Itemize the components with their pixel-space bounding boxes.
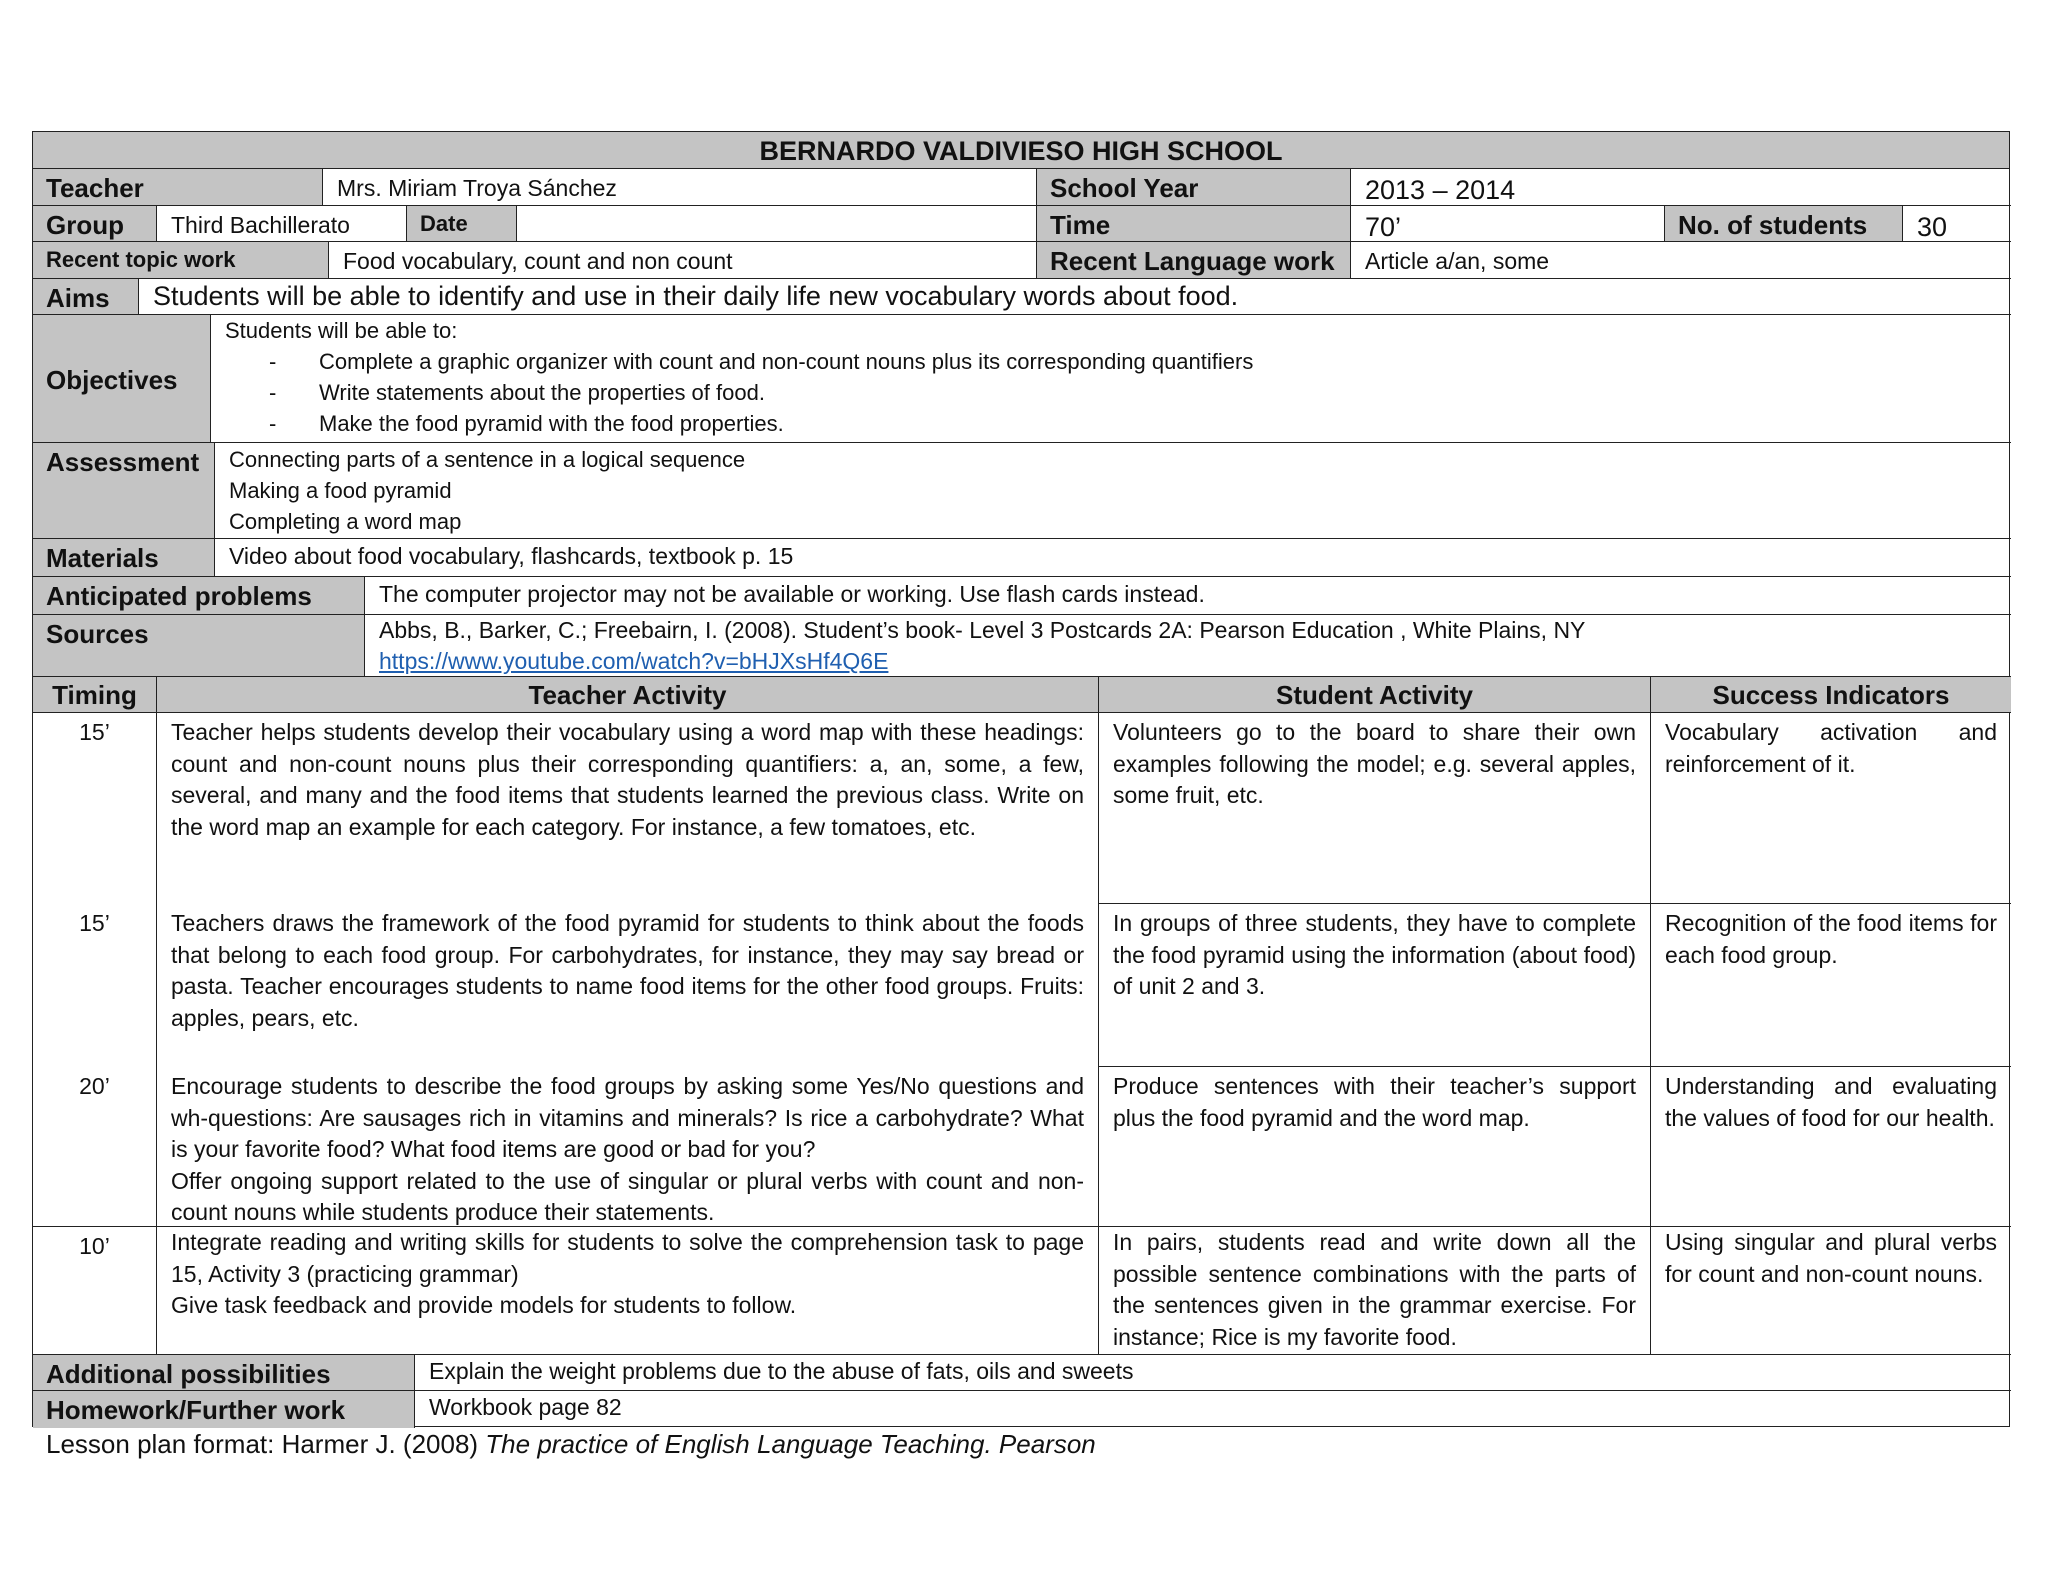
date-value xyxy=(517,206,1037,242)
student-activity: Volunteers go to the board to share their own examples following the model; e.g. several apples, some fruit, etc. xyxy=(1099,713,1651,904)
teacher-row xyxy=(33,169,2009,206)
problems-value: The computer projector may not be available or working. Use flash cards instead. xyxy=(365,577,2011,615)
school-title: BERNARDO VALDIVIESO HIGH SCHOOL xyxy=(33,132,2009,169)
assessment-row xyxy=(33,443,2009,539)
assessment-label: Assessment xyxy=(33,443,215,539)
table-row xyxy=(33,1067,2009,1227)
teacher-label: Teacher xyxy=(33,169,323,206)
school-year-label: School Year xyxy=(1037,169,1351,206)
success-indicators-header: Success Indicators xyxy=(1651,677,2011,713)
homework-value: Workbook page 82 xyxy=(429,1394,622,1420)
teacher-activity-text: Give task feedback and provide models for students to follow. xyxy=(171,1292,797,1318)
sources-label: Sources xyxy=(33,615,365,677)
list-item: - Complete a graphic organizer with count and non-count nouns plus its corresponding quantifiers xyxy=(269,346,2011,377)
problems-row xyxy=(33,577,2009,615)
teacher-activity-text: Integrate reading and writing skills for students to solve the comprehension task to page 15, Activity 3 (practicing grammar) xyxy=(171,1229,1084,1287)
teacher-activity xyxy=(157,713,1099,904)
time-value: 70’ xyxy=(1351,206,1665,242)
recent-topic-label: Recent topic work xyxy=(33,242,329,279)
objectives-list xyxy=(225,346,2011,439)
aims-value: Students will be able to identify and use in their daily life new vocabulary words about food. xyxy=(139,279,2011,315)
sources-citation: Abbs, B., Barker, C.; Freebairn, I. (2008). Student’s book- Level 3 Postcards 2A: Pearson Education , White Plains, NY xyxy=(379,617,1586,643)
timing-header: Timing xyxy=(33,677,157,713)
materials-row xyxy=(33,539,2009,577)
list-item: Connecting parts of a sentence in a logical sequence xyxy=(229,447,746,472)
activity-timing: 15’ xyxy=(33,904,157,1067)
materials-label: Materials xyxy=(33,539,215,577)
footer-citation xyxy=(46,1426,1096,1462)
activity-timing: 20’ xyxy=(33,1067,157,1227)
activity-timing: 15’ xyxy=(33,713,157,904)
teacher-activity-text: Teacher helps students develop their vocabulary using a word map with these headings: count and non-count nouns plus their corresponding quantifiers: a, an, some, a few, several, and many and the food items that students learned the previous class. Write on the word map an example for each category. For instance, a few tomatoes, etc. xyxy=(171,719,1084,840)
recent-topic-value: Food vocabulary, count and non count xyxy=(329,242,1037,279)
assessment-content xyxy=(215,443,2011,539)
lesson-plan-table xyxy=(32,131,2010,1427)
footer-italic: The practice of English Language Teaching. Pearson xyxy=(485,1429,1096,1459)
objectives-intro: Students will be able to: xyxy=(225,318,458,343)
group-label: Group xyxy=(33,206,157,242)
students-label: No. of students xyxy=(1665,206,1903,242)
homework-row xyxy=(33,1391,2009,1428)
teacher-activity xyxy=(157,904,1099,1067)
homework-label: Homework/Further work xyxy=(33,1391,415,1428)
teacher-activity-text: Encourage students to describe the food groups by asking some Yes/No questions and wh-questions: Are sausages rich in vitamins and minerals? Is rice a carbohydrate? What is your favorite food? What food items are good or bad for you? xyxy=(171,1073,1084,1162)
activity-timing: 10’ xyxy=(33,1227,157,1355)
teacher-activity-header: Teacher Activity xyxy=(157,677,1099,713)
recent-language-value: Article a/an, some xyxy=(1351,242,2011,279)
students-value: 30 xyxy=(1903,206,2011,242)
student-activity: In groups of three students, they have to complete the food pyramid using the information (about food) of unit 2 and 3. xyxy=(1099,904,1651,1067)
student-activity: Produce sentences with their teacher’s support plus the food pyramid and the word map. xyxy=(1099,1067,1651,1227)
time-label: Time xyxy=(1037,206,1351,242)
sources-link[interactable]: https://www.youtube.com/watch?v=bHJXsHf4Q6E xyxy=(379,648,889,674)
teacher-activity xyxy=(157,1067,1099,1227)
success-indicator: Using singular and plural verbs for count and non-count nouns. xyxy=(1651,1227,2011,1355)
sources-row xyxy=(33,615,2009,677)
student-activity-header: Student Activity xyxy=(1099,677,1651,713)
list-item: Making a food pyramid xyxy=(229,478,452,503)
success-indicator: Recognition of the food items for each food group. xyxy=(1651,904,2011,1067)
recent-work-row xyxy=(33,242,2009,279)
materials-value: Video about food vocabulary, flashcards, textbook p. 15 xyxy=(215,539,2011,577)
student-activity: In pairs, students read and write down all the possible sentence combinations with the parts of the sentences given in the grammar exercise. For instance; Rice is my favorite food. xyxy=(1099,1227,1651,1355)
teacher-activity-text: Teachers draws the framework of the food pyramid for students to think about the foods that belong to each food group. For carbohydrates, for instance, they may say bread or pasta. Teacher encourages students to name food items for the other food groups. Fruits: apples, pears, etc. xyxy=(171,910,1084,1031)
additional-value: Explain the weight problems due to the abuse of fats, oils and sweets xyxy=(415,1355,2011,1391)
problems-label: Anticipated problems xyxy=(33,577,365,615)
teacher-activity xyxy=(157,1227,1099,1355)
aims-row xyxy=(33,279,2009,315)
objectives-label-text: Objectives xyxy=(46,364,178,395)
aims-label: Aims xyxy=(33,279,139,315)
recent-language-label: Recent Language work xyxy=(1037,242,1351,279)
objectives-label xyxy=(33,315,211,443)
activity-header-row xyxy=(33,677,2009,713)
list-item: Completing a word map xyxy=(229,509,462,534)
teacher-activity-text: Offer ongoing support related to the use of singular or plural verbs with count and non-count nouns while students produce their statements. xyxy=(171,1167,1084,1225)
table-row xyxy=(33,904,2009,1067)
teacher-value: Mrs. Miriam Troya Sánchez xyxy=(323,169,1037,206)
sources-content xyxy=(365,615,2011,677)
success-indicator: Vocabulary activation and reinforcement of it. xyxy=(1651,713,2011,904)
table-row xyxy=(33,713,2009,904)
group-value: Third Bachillerato xyxy=(157,206,407,242)
list-item: - Write statements about the properties of food. xyxy=(269,377,2011,408)
additional-row xyxy=(33,1355,2009,1391)
group-row xyxy=(33,206,2009,242)
list-item: - Make the food pyramid with the food properties. xyxy=(269,408,2011,439)
objectives-row xyxy=(33,315,2009,443)
additional-label: Additional possibilities xyxy=(33,1355,415,1391)
footer-prefix: Lesson plan format: Harmer J. (2008) xyxy=(46,1429,486,1459)
objectives-content xyxy=(211,315,2011,443)
date-label: Date xyxy=(407,206,517,242)
success-indicator: Understanding and evaluating the values of food for our health. xyxy=(1651,1067,2011,1227)
title-row xyxy=(33,132,2009,169)
school-year-value: 2013 – 2014 xyxy=(1351,169,2011,206)
table-row xyxy=(33,1227,2009,1355)
